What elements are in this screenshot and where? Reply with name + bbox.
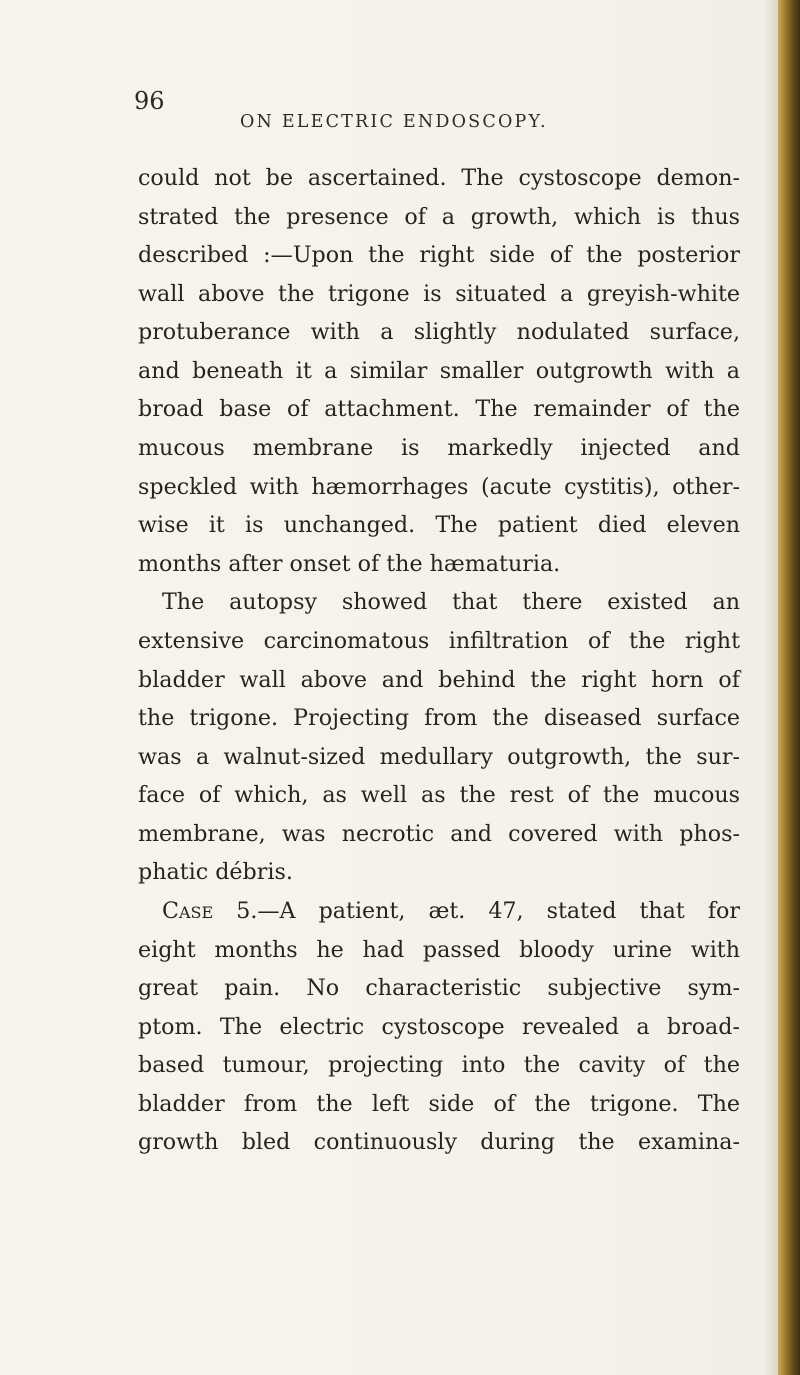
text-line: described :—Upon the right side of the posterior	[138, 242, 740, 269]
text-line: speckled with hæmorrhages (acute cystitis), other-	[138, 473, 740, 500]
text-line: was a walnut-sized medullary outgrowth, the sur-	[138, 743, 740, 770]
text-line: phatic débris.	[138, 859, 293, 886]
text-line: wall above the trigone is situated a greyish-white	[138, 280, 740, 307]
text-line: membrane, was necrotic and covered with phos-	[138, 820, 740, 847]
text-line: months after onset of the hæmaturia.	[138, 550, 561, 577]
page-gutter-shadow	[764, 0, 778, 1375]
text-line: the trigone. Projecting from the diseased surface	[138, 705, 740, 732]
case-first-line-text: 5.—A patient, æt. 47, stated that for	[213, 897, 740, 924]
text-line: and beneath it a similar smaller outgrowth with a	[138, 357, 740, 384]
case-label: Case	[162, 897, 214, 924]
case-heading-line	[138, 892, 740, 931]
text-line: growth bled continuously during the examina-	[138, 1129, 740, 1156]
text-line: bladder from the left side of the trigone. The	[138, 1090, 740, 1117]
text-line: face of which, as well as the rest of the mucous	[138, 782, 740, 809]
text-line: eight months he had passed bloody urine with	[138, 936, 740, 963]
text-line: wise it is unchanged. The patient died eleven	[138, 512, 740, 539]
text-line: mucous membrane is markedly injected and	[138, 435, 740, 462]
body-text	[138, 159, 740, 1162]
text-line: extensive carcinomatous infiltration of the right	[138, 627, 740, 654]
page-edge	[778, 0, 800, 1375]
text-line: broad base of attachment. The remainder of the	[138, 396, 740, 423]
page-number: 96	[134, 87, 165, 115]
text-line: could not be ascertained. The cystoscope demon-	[138, 165, 740, 191]
text-line: bladder wall above and behind the right horn of	[138, 666, 740, 693]
text-line: great pain. No characteristic subjective sym-	[138, 975, 740, 1002]
text-line: protuberance with a slightly nodulated surface,	[138, 319, 740, 346]
text-line: The autopsy showed that there existed an	[162, 589, 740, 616]
text-line: based tumour, projecting into the cavity of the	[138, 1052, 740, 1079]
text-line: strated the presence of a growth, which is thus	[138, 203, 740, 230]
text-line: ptom. The electric cystoscope revealed a broad-	[138, 1013, 740, 1040]
running-head: ON ELECTRIC ENDOSCOPY.	[240, 112, 548, 132]
